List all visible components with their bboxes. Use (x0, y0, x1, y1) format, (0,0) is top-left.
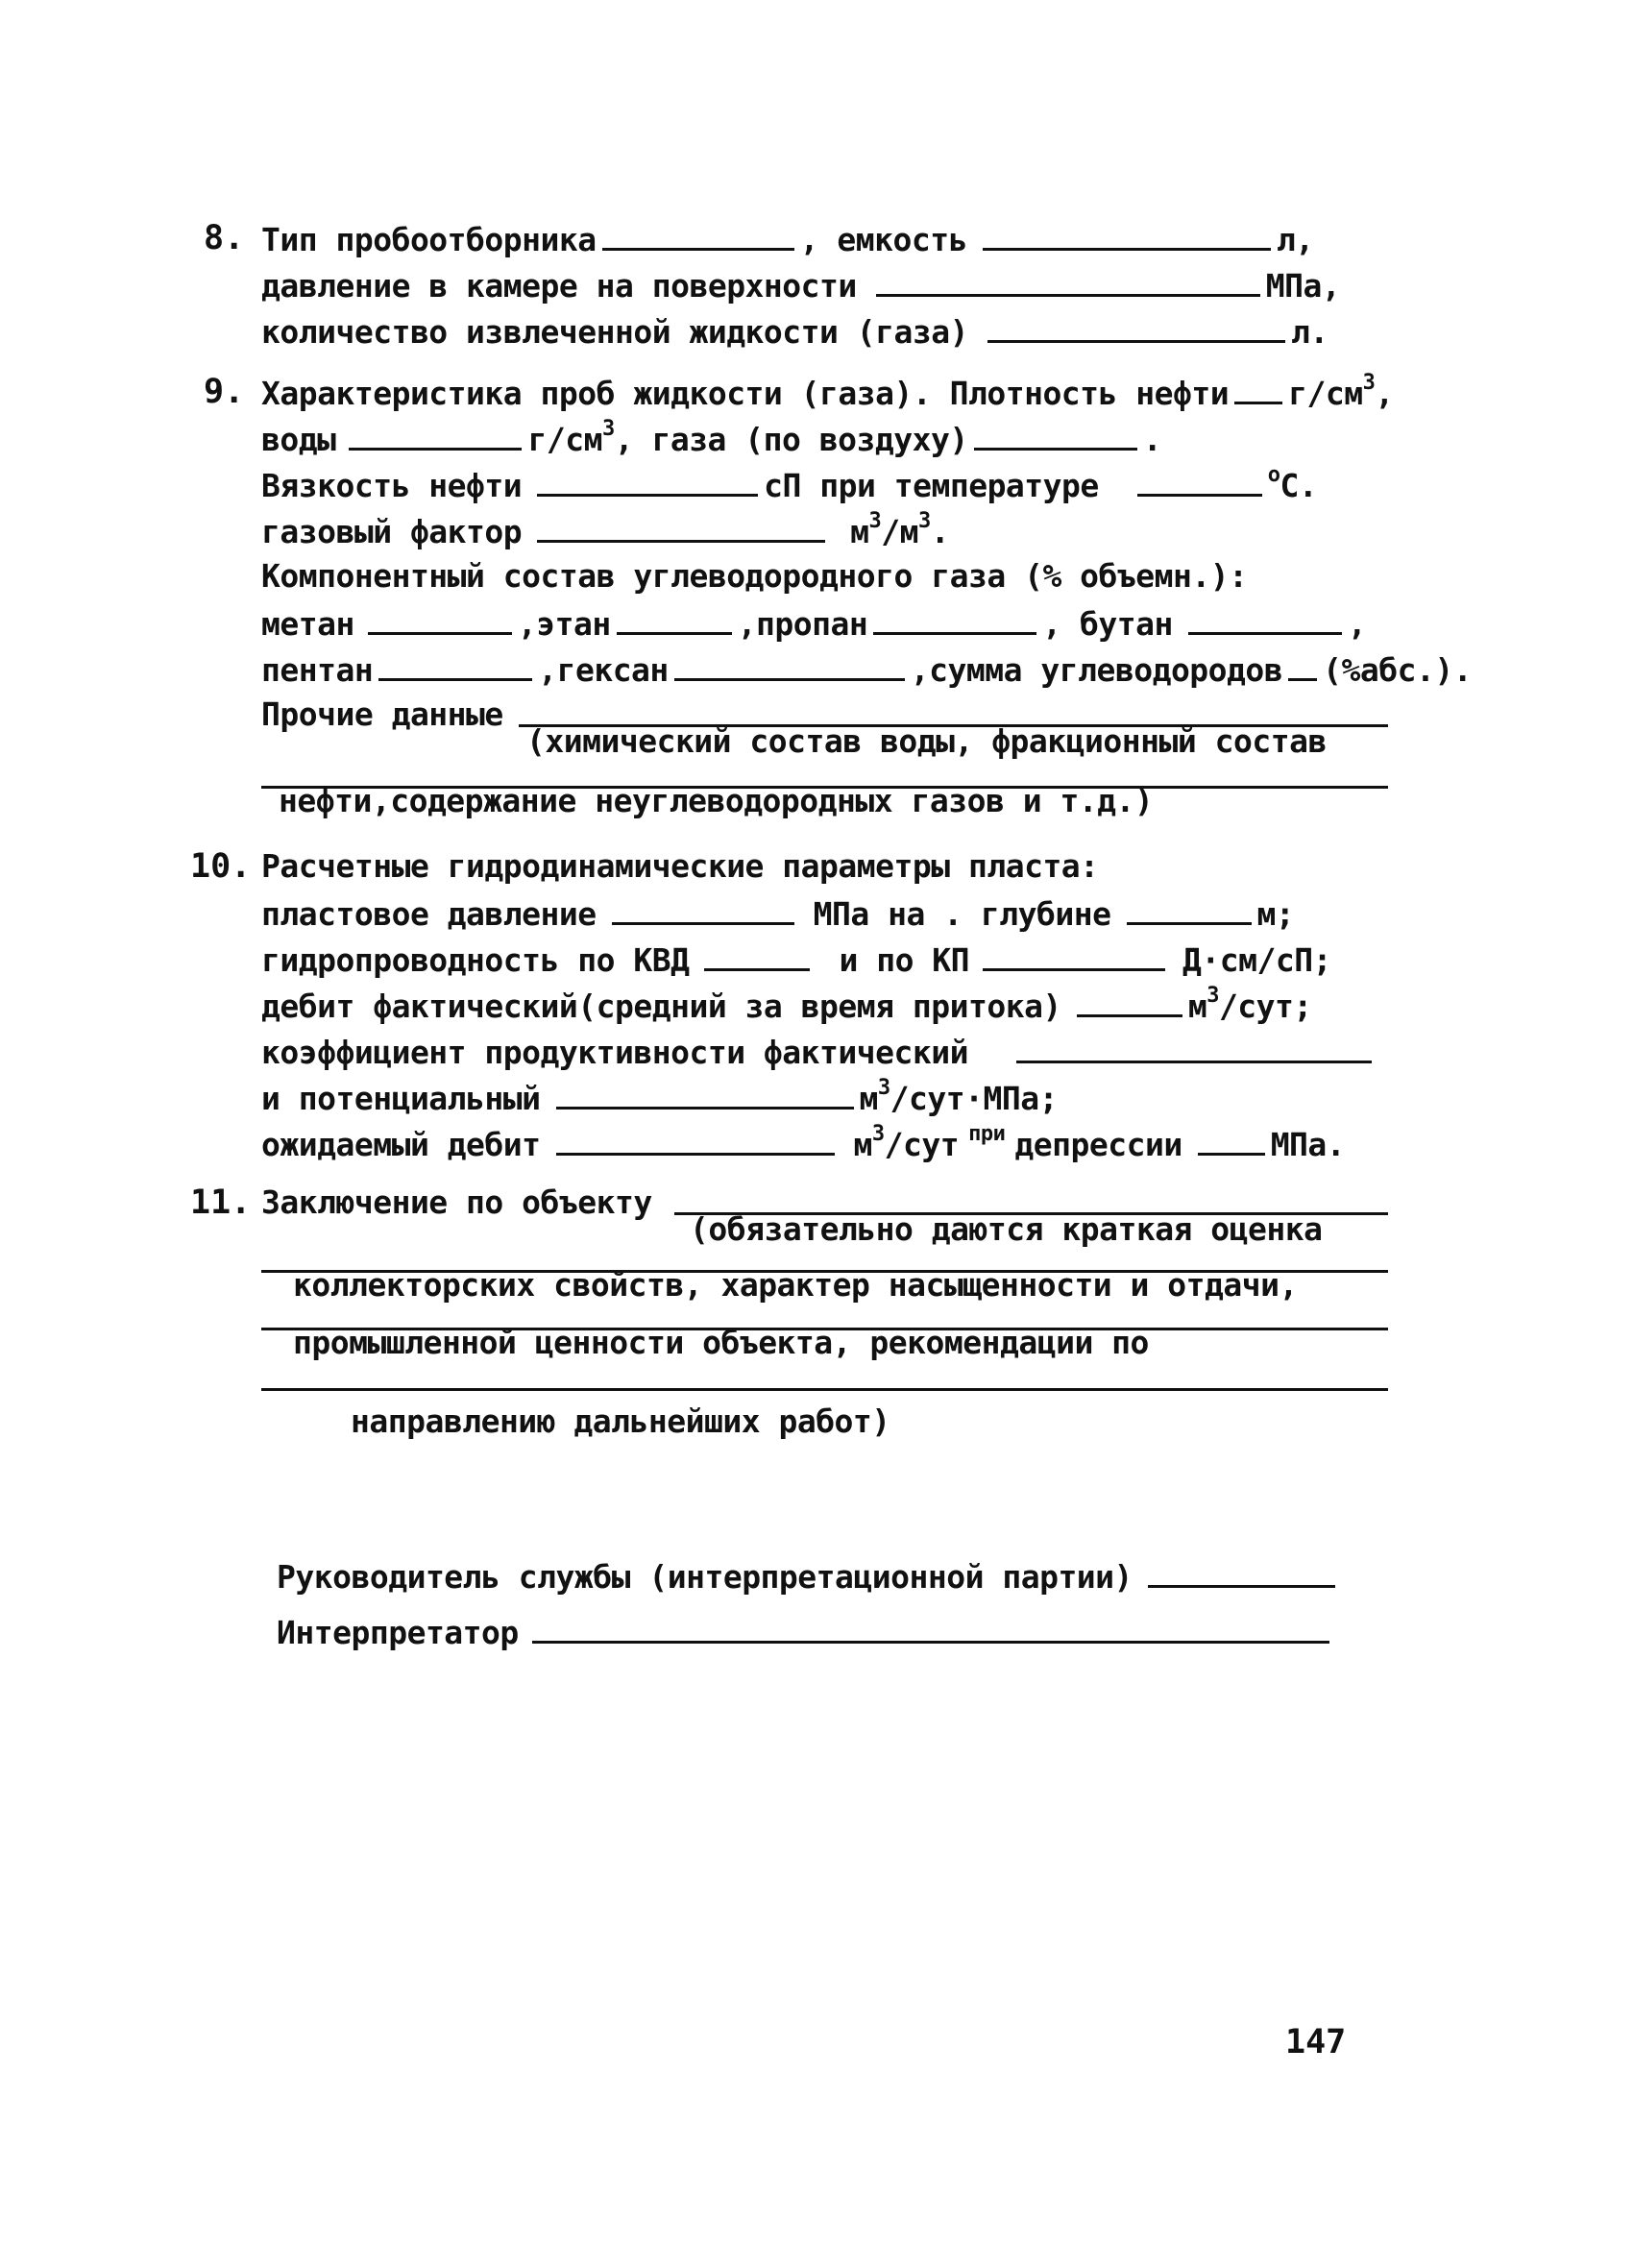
transmissivity-kp-label: и по КП (839, 941, 970, 979)
conclusion-hint-2: коллекторских свойств, характер насыщенности и отдачи, (293, 1266, 1298, 1304)
sample-characteristics-label: Характеристика проб жидкости (газа). Плотность нефти (261, 375, 1230, 412)
depth-field[interactable] (1127, 893, 1252, 925)
depression-unit: МПа. (1270, 1126, 1346, 1163)
extracted-fluid-label: количество извлеченной жидкости (газа) (261, 313, 968, 351)
propane-field[interactable] (873, 603, 1036, 635)
interpreter-signature-label: Интерпретатор (277, 1614, 519, 1651)
transmissivity-kvd-label: гидропроводность по КВД (261, 941, 690, 979)
item-10-line-1 (261, 847, 1099, 886)
hydrocarbon-sum-unit: (%абс.). (1323, 651, 1473, 689)
depth-unit: м; (1256, 895, 1295, 933)
extracted-fluid-unit: л. (1290, 313, 1328, 351)
extracted-fluid-field[interactable] (987, 311, 1285, 343)
transmissivity-unit: Д·см/сП; (1182, 941, 1331, 979)
ethane-label: ,этан (517, 605, 611, 643)
item-10-line-2 (261, 893, 1294, 934)
viscosity-unit-temp-label: сП при температуре (764, 467, 1099, 504)
gas-factor-unit: м (850, 513, 869, 550)
unit-part: /м (881, 513, 919, 550)
item-number-11: 11. (190, 1183, 252, 1222)
item-9-line-6 (261, 603, 1366, 644)
flow-rate-unit: м (1187, 988, 1207, 1025)
chamber-pressure-label: давление в камере на поверхности (261, 267, 857, 305)
head-signature-label: Руководитель службы (интерпретационной партии) (277, 1558, 1133, 1596)
punctuation: . (1142, 421, 1162, 458)
actual-flow-rate-field[interactable] (1077, 986, 1182, 1017)
productivity-actual-label: коэффициент продуктивности фактический (261, 1034, 968, 1071)
productivity-potential-field[interactable] (556, 1078, 854, 1110)
transmissivity-kp-field[interactable] (983, 939, 1165, 971)
item-number-9: 9. (204, 373, 245, 411)
gas-factor-label: газовый фактор (261, 513, 523, 550)
item-10-line-6 (261, 1078, 1058, 1118)
temperature-unit: С. (1280, 467, 1318, 504)
superscript: 3 (1206, 984, 1219, 1008)
item-10-line-5 (261, 1032, 1377, 1072)
hydrocarbon-sum-label: ,сумма углеводородов (910, 651, 1283, 689)
conclusion-label: Заключение по объекту (261, 1183, 652, 1221)
oil-density-unit: г/см (1288, 375, 1363, 412)
methane-label: метан (261, 605, 354, 643)
head-signature-row (277, 1556, 1341, 1597)
ethane-field[interactable] (617, 603, 732, 635)
unit-part: /сут; (1218, 988, 1312, 1025)
conclusion-hint-4: направлению дальнейших работ) (351, 1402, 890, 1440)
superscript: 3 (1362, 371, 1376, 395)
at-label: при (968, 1122, 1006, 1146)
other-data-hint-2: нефти,содержание неуглеводородных газов и т.д.) (279, 782, 1154, 819)
item-number-10: 10. (190, 847, 252, 886)
other-data-hint-1: (химический состав воды, фракционный состав (526, 722, 1327, 760)
page-number: 147 (1285, 2023, 1347, 2061)
productivity-actual-field[interactable] (1016, 1032, 1372, 1063)
interpreter-signature-row (277, 1612, 1335, 1652)
superscript: 3 (871, 1122, 885, 1146)
depression-label: депрессии (1014, 1126, 1182, 1163)
gas-factor-field[interactable] (537, 511, 825, 543)
item-9-line-4 (261, 511, 949, 551)
punctuation: . (930, 513, 950, 550)
reservoir-params-label: Расчетные гидродинамические параметры пласта: (261, 847, 1099, 885)
transmissivity-kvd-field[interactable] (704, 939, 810, 971)
item-8-line-2 (261, 265, 1340, 305)
sampler-type-field[interactable] (602, 219, 794, 251)
superscript: о (1267, 463, 1280, 487)
item-9-line-3 (261, 465, 1317, 505)
punctuation: , (1375, 375, 1394, 412)
item-10-line-4 (261, 986, 1312, 1026)
water-density-unit: г/см (527, 421, 602, 458)
actual-flow-rate-label: дебит фактический(средний за время притока) (261, 988, 1061, 1025)
reservoir-pressure-field[interactable] (612, 893, 794, 925)
butane-field[interactable] (1188, 603, 1342, 635)
item-number-8: 8. (204, 219, 245, 257)
water-density-label: воды (261, 421, 336, 458)
reservoir-pressure-label: пластовое давление (261, 895, 597, 933)
other-data-label: Прочие данные (261, 695, 503, 733)
gas-density-label: , газа (по воздуху) (614, 421, 968, 458)
item-9-line-7 (261, 649, 1472, 690)
hydrocarbon-sum-field[interactable] (1288, 649, 1317, 681)
temperature-field[interactable] (1137, 465, 1262, 497)
superscript: 3 (868, 509, 882, 533)
chamber-pressure-unit: МПа, (1265, 267, 1341, 305)
propane-label: ,пропан (737, 605, 868, 643)
pentane-field[interactable] (378, 649, 532, 681)
methane-field[interactable] (368, 603, 512, 635)
gas-density-field[interactable] (974, 419, 1137, 451)
expected-flow-unit: м (853, 1126, 872, 1163)
item-10-line-3 (261, 939, 1331, 980)
unit-part: /сут (884, 1126, 960, 1163)
punctuation: , (1347, 605, 1367, 643)
hexane-field[interactable] (674, 649, 905, 681)
item-10-line-7 (261, 1124, 1345, 1164)
capacity-field[interactable] (983, 219, 1271, 251)
item-9-line-1 (261, 373, 1394, 413)
oil-density-field[interactable] (1234, 373, 1282, 404)
interpreter-signature-field[interactable] (532, 1612, 1329, 1644)
oil-viscosity-field[interactable] (537, 465, 758, 497)
superscript: 3 (877, 1076, 890, 1100)
expected-flow-rate-label: ожидаемый дебит (261, 1126, 541, 1163)
capacity-unit: л, (1276, 221, 1314, 258)
water-density-field[interactable] (349, 419, 522, 451)
butane-label: , бутан (1042, 605, 1173, 643)
oil-viscosity-label: Вязкость нефти (261, 467, 523, 504)
chamber-pressure-field[interactable] (876, 265, 1260, 297)
sampler-type-label: Тип пробоотборника (261, 221, 597, 258)
item-8-line-3 (261, 311, 1328, 352)
conclusion-hint-1: (обязательно даются краткая оценка (690, 1210, 1323, 1248)
conclusion-line-4[interactable] (261, 1388, 1388, 1391)
gas-composition-label: Компонентный состав углеводородного газа (% объемн.): (261, 557, 1248, 595)
item-8-line-1 (261, 219, 1314, 259)
productivity-unit: м (859, 1080, 878, 1117)
superscript: 3 (918, 509, 931, 533)
depth-label: МПа на . глубине (813, 895, 1111, 933)
expected-flow-rate-field[interactable] (556, 1124, 835, 1156)
conclusion-hint-3: промышленной ценности объекта, рекомендации по (293, 1324, 1149, 1361)
item-9-line-5 (261, 557, 1248, 596)
unit-part: /сут·МПа; (890, 1080, 1058, 1117)
head-signature-field[interactable] (1148, 1556, 1335, 1588)
productivity-potential-label: и потенциальный (261, 1080, 541, 1117)
superscript: 3 (601, 417, 615, 441)
capacity-label: , емкость (799, 221, 967, 258)
pentane-label: пентан (261, 651, 374, 689)
hexane-label: ,гексан (538, 651, 669, 689)
item-9-line-2 (261, 419, 1161, 459)
depression-field[interactable] (1198, 1124, 1265, 1156)
